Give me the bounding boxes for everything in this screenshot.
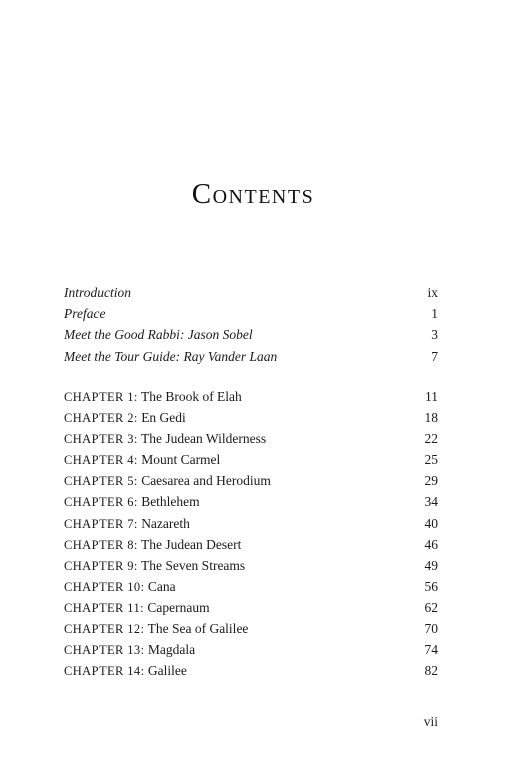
chapter-number: CHAPTER 13: (64, 643, 145, 658)
toc-chapter-1 (64, 386, 438, 407)
chapter-page: 11 (425, 389, 438, 404)
toc-entry-page: 1 (431, 306, 438, 322)
toc-entry-page: 7 (431, 348, 438, 364)
front-matter-list (64, 282, 438, 367)
chapter-page: 49 (424, 557, 438, 573)
toc-entry-meet-rabbi (64, 324, 438, 345)
page-title: Contents (191, 178, 315, 210)
chapter-number: CHAPTER 11: (64, 600, 144, 615)
chapter-page: 62 (424, 599, 438, 615)
chapter-number: CHAPTER 3: (64, 432, 138, 447)
chapter-number: CHAPTER 1: (64, 390, 138, 404)
chapter-number: CHAPTER 10: (64, 579, 145, 594)
toc-entry-meet-guide (64, 346, 438, 367)
toc-chapter-3 (64, 428, 438, 449)
toc-chapter-10 (64, 576, 438, 597)
chapter-page: 82 (424, 663, 438, 679)
chapter-page: 74 (424, 642, 438, 658)
chapter-name: The Brook of Elah (140, 389, 242, 404)
chapter-number: CHAPTER 8: (64, 537, 138, 552)
toc-chapter-9 (64, 555, 438, 576)
chapter-name: The Judean Wilderness (140, 431, 267, 447)
toc-chapter-12 (64, 618, 438, 639)
toc-chapter-14 (64, 660, 438, 681)
chapter-name: Nazareth (141, 515, 190, 531)
chapter-page: 40 (424, 515, 438, 531)
chapter-page: 70 (424, 621, 438, 637)
chapter-page: 22 (424, 431, 438, 447)
toc-chapter-5 (64, 470, 438, 491)
toc-entry-label: Meet the Tour Guide: Ray Vander Laan (64, 348, 278, 364)
chapter-number: CHAPTER 4: (64, 453, 138, 468)
toc-chapter-7 (64, 513, 438, 534)
toc-chapter-13 (64, 639, 438, 660)
toc-chapter-11 (64, 597, 438, 618)
chapter-number: CHAPTER 2: (64, 411, 138, 426)
chapter-name: Galilee (147, 663, 187, 679)
chapter-name: Bethlehem (141, 494, 200, 510)
toc-entry-label: Meet the Good Rabbi: Jason Sobel (64, 327, 253, 343)
toc-chapter-6 (64, 491, 438, 512)
toc-chapter-2 (64, 407, 438, 428)
toc-chapter-4 (64, 449, 438, 470)
chapter-page: 18 (424, 410, 438, 426)
chapter-page: 46 (424, 536, 438, 552)
chapter-number: CHAPTER 6: (64, 495, 138, 510)
toc-chapter-8 (64, 534, 438, 555)
chapter-page: 56 (424, 578, 438, 594)
toc-entry-introduction (64, 282, 438, 303)
toc-entry-page: 3 (431, 327, 438, 343)
chapter-name: Capernaum (147, 599, 210, 615)
chapter-number: CHAPTER 12: (64, 622, 145, 637)
chapter-number: CHAPTER 7: (64, 516, 138, 531)
chapter-number: CHAPTER 9: (64, 558, 138, 573)
chapter-name: Caesarea and Herodium (141, 473, 271, 489)
chapter-number: CHAPTER 14: (64, 664, 145, 679)
chapter-page: 34 (424, 494, 438, 510)
chapter-name: The Judean Desert (140, 536, 242, 552)
toc-entry-label: Preface (64, 306, 106, 322)
chapter-list (64, 386, 438, 681)
chapter-name: Magdala (147, 642, 196, 658)
chapter-page: 29 (424, 473, 438, 489)
chapter-name: Mount Carmel (141, 452, 221, 468)
toc-entry-page: ix (427, 285, 438, 300)
chapter-name: Cana (147, 578, 176, 594)
chapter-name: The Sea of Galilee (147, 621, 249, 637)
page-folio: vii (423, 714, 438, 729)
toc-entry-label: Introduction (64, 285, 131, 300)
chapter-number: CHAPTER 5: (64, 474, 138, 489)
chapter-name: The Seven Streams (140, 557, 246, 573)
toc-entry-preface (64, 303, 438, 324)
chapter-name: En Gedi (141, 410, 186, 426)
chapter-page: 25 (424, 452, 438, 468)
